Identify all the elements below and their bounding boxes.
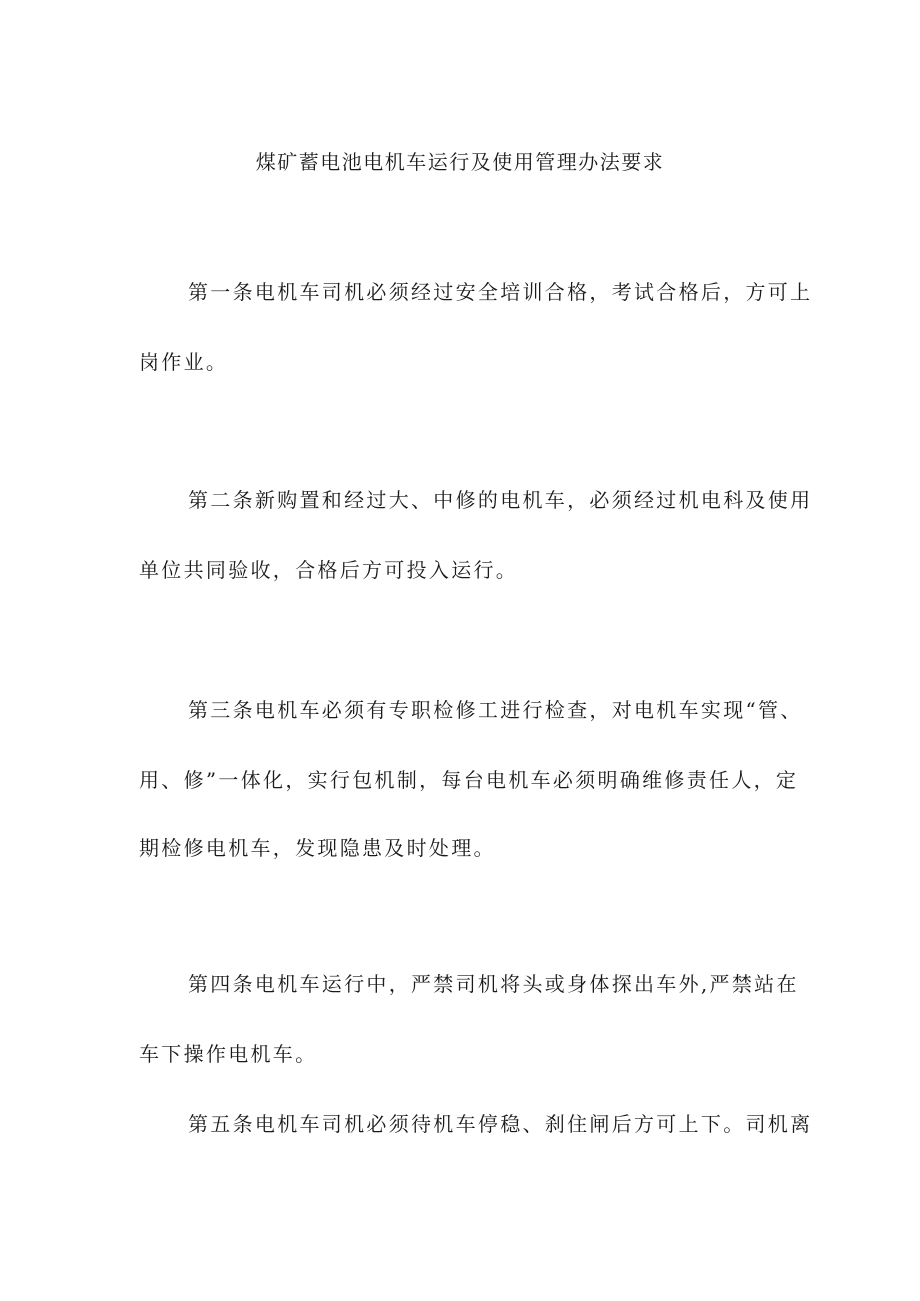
article-1-line-2: 岗作业。	[139, 350, 229, 374]
article-1-line-1: 第一条电机车司机必须经过安全培训合格，考试合格后，方可上	[188, 280, 813, 304]
article-2-line-2: 单位共同验收，合格后方可投入运行。	[139, 558, 519, 582]
article-5-line-1: 第五条电机车司机必须待机车停稳、刹住闸后方可上下。司机离	[188, 1112, 813, 1136]
document-title: 煤矿蓄电池电机车运行及使用管理办法要求	[255, 150, 665, 174]
article-4-line-1: 第四条电机车运行中，严禁司机将头或身体探出车外,严禁站在	[188, 972, 799, 996]
article-4-line-2: 车下操作电机车。	[139, 1042, 318, 1066]
article-2-line-1: 第二条新购置和经过大、中修的电机车，必须经过机电科及使用	[188, 488, 813, 512]
article-3-line-2: 用、修”一体化，实行包机制，每台电机车必须明确维修责任人，定	[139, 768, 799, 792]
article-3-line-3: 期检修电机车，发现隐患及时处理。	[139, 836, 496, 860]
article-3-line-1: 第三条电机车必须有专职检修工进行检查，对电机车实现“管、	[188, 698, 803, 722]
